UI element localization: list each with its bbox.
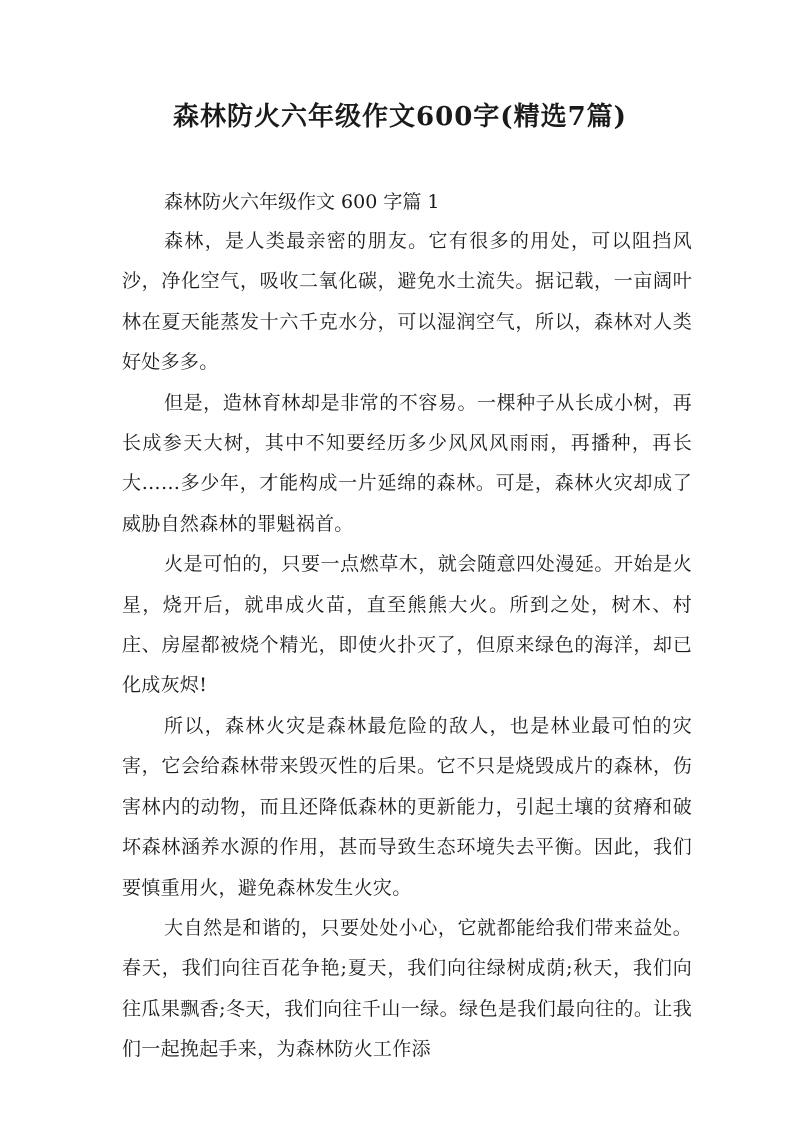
paragraph: 所以，森林火灾是森林最危险的敌人，也是林业最可怕的灾害，它会给森林带来毁灭性的后果。它不只是烧毁成片的森林，伤害林内的动物，而且还降低森林的更新能力，引起土壤的贫瘠和破坏森林涵养水源的作用，甚而导致生态环境失去平衡。因此，我们要慎重用火，避免森林发生火灾。 [122,714,692,899]
document-title: 森林防火六年级作文600字(精选7篇) [173,102,627,132]
paragraph: 但是，造林育林却是非常的不容易。一棵种子从长成小树，再长成参天大树，其中不知要经历多少风风风雨雨，再播种，再长大……多少年，才能构成一片延绵的森林。可是，森林火灾却成了威胁自然森林的罪魁祸首。 [122,391,692,535]
paragraph: 森林，是人类最亲密的朋友。它有很多的用处，可以阻挡风沙，净化空气，吸收二氧化碳，避免水土流失。据记载，一亩阔叶林在夏天能蒸发十六千克水分，可以湿润空气，所以，森林对人类好处多多。 [122,230,692,374]
paragraph: 火是可怕的，只要一点燃草木，就会随意四处漫延。开始是火星，烧开后，就串成火苗，直至熊熊大火。所到之处，树木、村庄、房屋都被烧个精光，即使火扑灭了，但原来绿色的海洋，却已化成灰烬! [122,553,692,697]
section-heading: 森林防火六年级作文 600 字篇 1 [164,191,440,213]
paragraph: 大自然是和谐的，只要处处小心，它就都能给我们带来益处。春天，我们向往百花争艳;夏天，我们向往绿树成荫;秋天，我们向往瓜果飘香;冬天，我们向往千山一绿。绿色是我们最向往的。让我们一起挽起手来，为森林防火工作添 [122,916,692,1061]
document-body [122,186,692,1070]
